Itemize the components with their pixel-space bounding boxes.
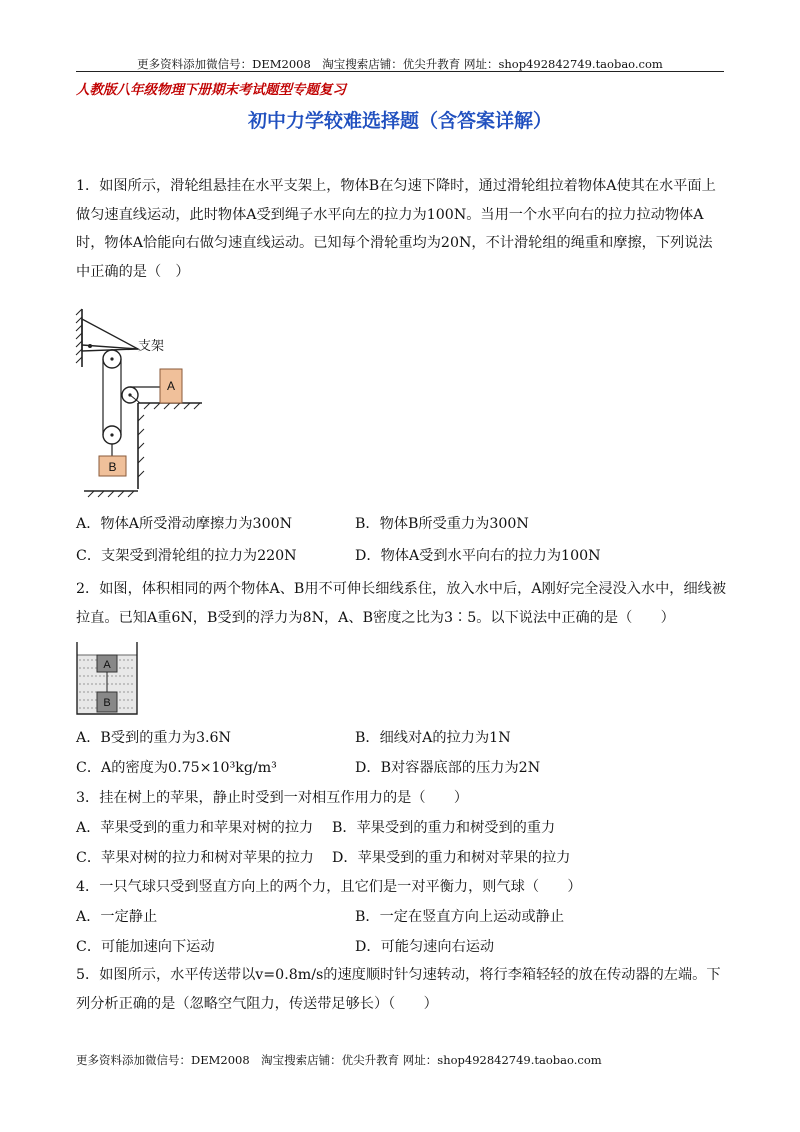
series-title: 人教版八年级物理下册期末考试题型专题复习 <box>76 82 346 98</box>
question-4-stem: 4．一只气球只受到竖直方向上的两个力，且它们是一对平衡力，则气球（ ） <box>76 879 582 895</box>
question-2-stem: 2．如图，体积相同的两个物体A、B用不可伸长细线系住，放入水中后，A刚好完全浸没入水中，细线被拉直。已知A重6N，B受到的浮力为8N，A、B密度之比为3∶5。以下说法中正确的是（ ） <box>76 581 727 626</box>
question-5-stem: 5．如图所示，水平传送带以v=0.8m/s的速度顺时针匀速转动，将行李箱轻轻的放在传动器的左端。下列分析正确的是（忽略空气阻力，传送带足够长）（ ） <box>76 967 721 1012</box>
q3-option-c: C．苹果对树的拉力和树对苹果的拉力 <box>76 850 314 866</box>
q3-option-d: D．苹果受到的重力和树对苹果的拉力 <box>332 850 571 866</box>
q2-option-d: D．B对容器底部的压力为2N <box>355 760 541 776</box>
q1-option-c: C．支架受到滑轮组的拉力为220N <box>76 548 297 564</box>
block-b-label: B <box>108 460 117 474</box>
q4-option-d: D．可能匀速向右运动 <box>355 939 495 955</box>
q2-option-b: B．细线对A的拉力为1N <box>355 730 511 746</box>
question-1-figure <box>74 305 204 500</box>
q4-option-a: A．一定静止 <box>76 909 158 925</box>
bracket-label: 支架 <box>138 338 165 353</box>
q1-option-d: D．物体A受到水平向右的拉力为100N <box>355 548 601 564</box>
header-rule <box>76 71 724 72</box>
q2-option-a: A．B受到的重力为3.6N <box>76 730 231 746</box>
question-2-figure <box>76 640 138 716</box>
block-a-label: A <box>166 379 176 393</box>
q1-option-a: A．物体A所受滑动摩擦力为300N <box>76 516 293 532</box>
q1-option-b: B．物体B所受重力为300N <box>355 516 529 532</box>
q4-option-b: B．一定在竖直方向上运动或静止 <box>355 909 565 925</box>
q3-option-a: A．苹果受到的重力和苹果对树的拉力 <box>76 820 314 836</box>
question-1-stem: 1．如图所示，滑轮组悬挂在水平支架上，物体B在匀速下降时，通过滑轮组拉着物体A使其在水平面上做匀速直线运动，此时物体A受到绳子水平向左的拉力为100N。当用一个水平向右的拉力拉动物体A时，物体A恰能向右做匀速直线运动。已知每个滑轮重均为20N，不计滑轮组的绳重和摩擦，下列说法中正确的是（ ） <box>76 178 716 280</box>
object-b-label: B <box>103 697 111 709</box>
q2-option-c: C．A的密度为0.75×10³kg/m³ <box>76 760 277 776</box>
page-footer: 更多资料添加微信号：DEM2008 淘宝搜索店铺：优尖升教育 网址：shop492842749.taobao.com <box>76 1053 602 1067</box>
q4-option-c: C．可能加速向下运动 <box>76 939 215 955</box>
q3-option-b: B．苹果受到的重力和树受到的重力 <box>332 820 556 836</box>
page-header: 更多资料添加微信号：DEM2008 淘宝搜索店铺：优尖升教育 网址：shop492842749.taobao.com <box>137 57 663 71</box>
document-title: 初中力学较难选择题（含答案详解） <box>247 110 552 132</box>
question-3-stem: 3．挂在树上的苹果，静止时受到一对相互作用力的是（ ） <box>76 790 469 806</box>
object-a-label: A <box>103 659 111 671</box>
